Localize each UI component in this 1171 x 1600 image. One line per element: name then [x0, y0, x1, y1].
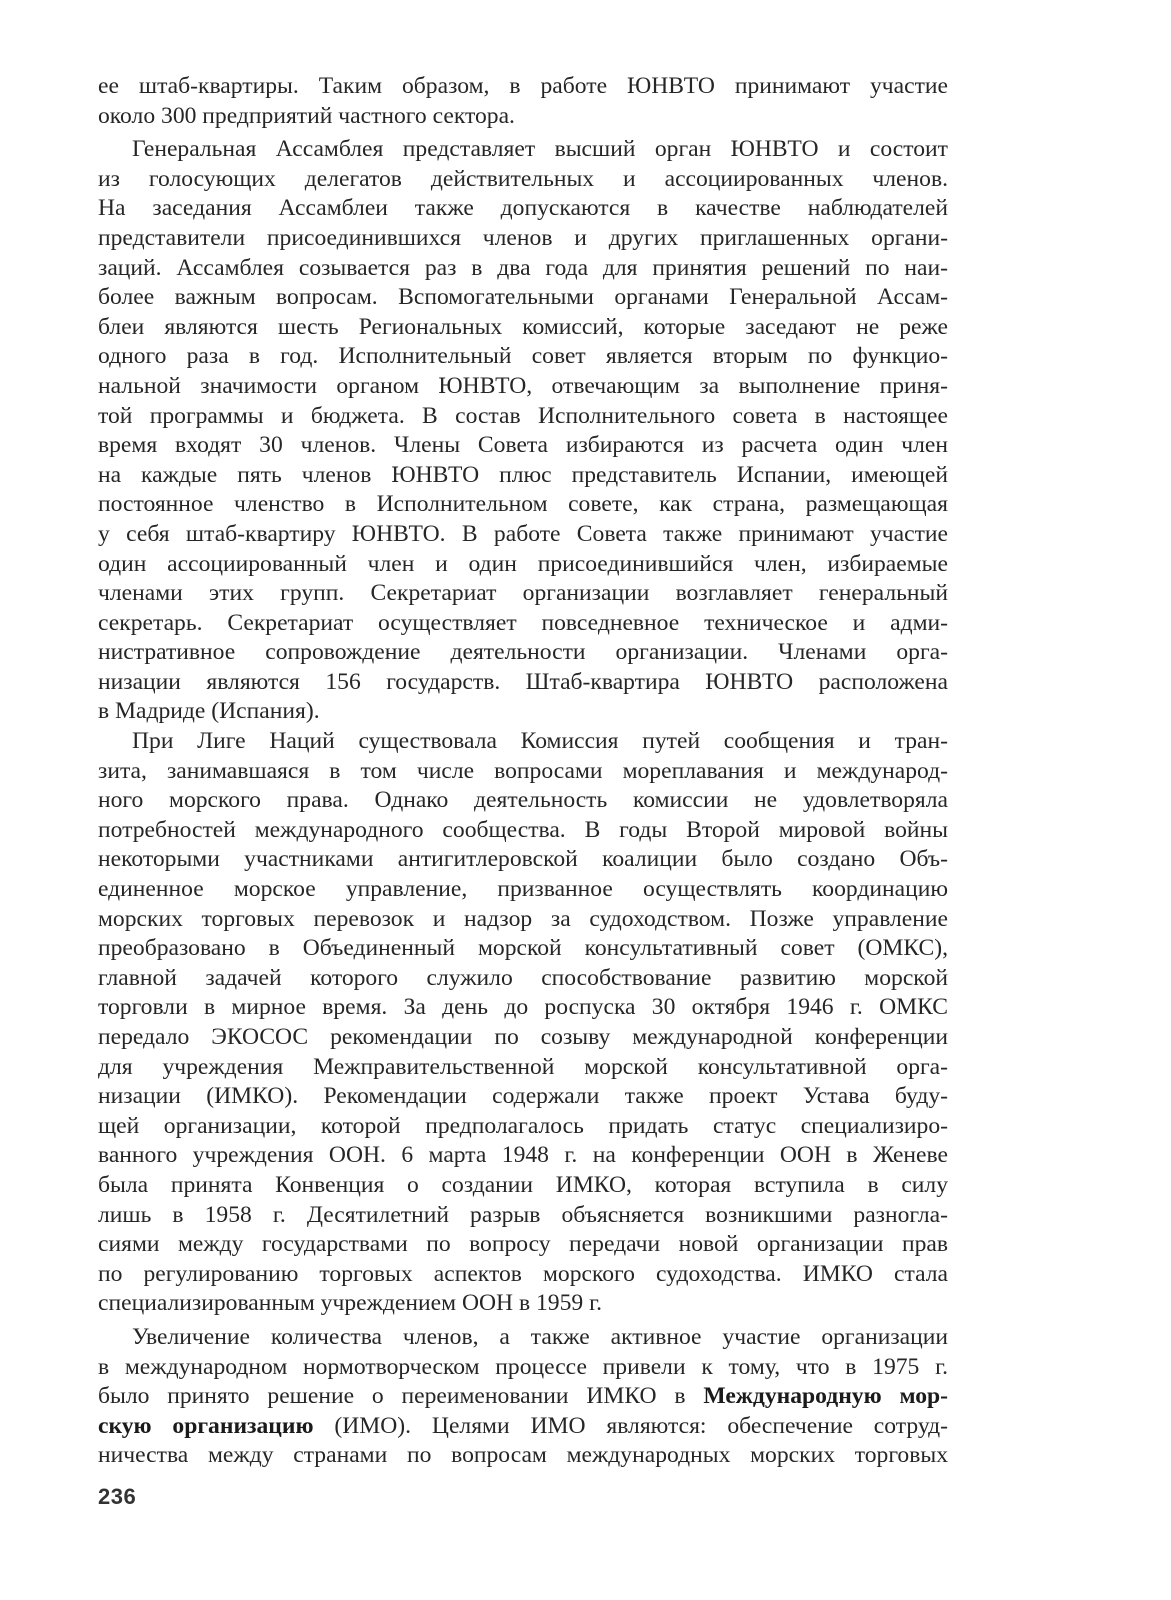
text-line: специализированным учреждением ООН в 1959 г. — [98, 1290, 602, 1317]
text-line: более важным вопросам. Вспомогательными органами Генеральной Ассам- — [98, 284, 948, 311]
paragraph-1 — [98, 72, 948, 131]
text-line: представители присоединившихся членов и других приглашенных органи- — [98, 224, 948, 251]
text-run: (ИМО). Целями ИМО являются: обеспечение сотруд- — [313, 1412, 948, 1439]
text-line: торговли в мирное время. За день до роспуска 30 октября 1946 г. ОМКС — [98, 994, 948, 1021]
text-line: блеи являются шесть Региональных комиссий, которые заседают не реже — [98, 313, 948, 340]
text-line: нальной значимости органом ЮНВТО, отвечающим за выполнение приня- — [98, 372, 948, 399]
text-line: около 300 предприятий частного сектора. — [98, 102, 515, 129]
text-line: у себя штаб-квартиру ЮНВТО. В работе Совета также принимают участие — [98, 520, 948, 547]
text-line: секретарь. Секретариат осуществляет повседневное техническое и адми- — [98, 609, 948, 636]
text-line: низации (ИМКО). Рекомендации содержали также проект Устава буду- — [98, 1083, 948, 1110]
text-line: ванного учреждения ООН. 6 марта 1948 г. на конференции ООН в Женеве — [98, 1142, 948, 1169]
text-line: время входят 30 членов. Члены Совета избираются из расчета один член — [98, 432, 948, 459]
text-line: передало ЭКОСОС рекомендации по созыву международной конференции — [98, 1024, 948, 1050]
text-line: лишь в 1958 г. Десятилетний разрыв объясняется возникшими разногла- — [98, 1201, 948, 1228]
text-line — [98, 1382, 948, 1412]
text-line: для учреждения Межправительственной морской консультативной орга- — [98, 1053, 948, 1080]
paragraph-2 — [98, 135, 948, 727]
text-line: из голосующих делегатов действительных и ассоциированных членов. — [98, 165, 948, 192]
text-line: ничества между странами по вопросам международных морских торговых — [98, 1442, 948, 1469]
text-line: той программы и бюджета. В состав Исполнительного совета в настоящее — [98, 402, 948, 429]
text-line: один ассоциированный член и один присоединившийся член, избираемые — [98, 550, 948, 577]
text-line: потребностей международного сообщества. В годы Второй мировой войны — [98, 816, 948, 843]
text-line: по регулированию торговых аспектов морского судоходства. ИМКО стала — [98, 1260, 948, 1287]
text-line: Увеличение количества членов, а также активное участие организации — [132, 1323, 948, 1350]
text-line: заций. Ассамблея созывается раз в два года для принятия решений по наи- — [98, 254, 948, 281]
text-line: морских торговых перевозок и надзор за судоходством. Позже управление — [98, 905, 948, 932]
text-line: ее штаб-квартиры. Таким образом, в работе ЮНВТО принимают участие — [98, 73, 948, 99]
text-line: одного раза в год. Исполнительный совет является вторым по функцио- — [98, 343, 948, 370]
text-run: было принято решение о переименовании ИМКО в — [98, 1383, 704, 1410]
text-line: на каждые пять членов ЮНВТО плюс представитель Испании, имеющей — [98, 461, 948, 488]
text-line: преобразовано в Объединенный морской консультативный совет (ОМКС), — [98, 935, 948, 962]
bold-term: скую организацию — [98, 1412, 314, 1439]
document-page — [98, 72, 948, 1471]
text-line: сиями между государствами по вопросу передачи новой организации прав — [98, 1231, 948, 1258]
text-line: главной задачей которого служило способствование развитию морской — [98, 964, 948, 991]
text-line: в международном нормотворческом процессе привели к тому, что в 1975 г. — [98, 1353, 948, 1380]
text-line: При Лиге Наций существовала Комиссия путей сообщения и тран- — [132, 728, 948, 755]
text-line: низации являются 156 государств. Штаб-квартира ЮНВТО расположена — [98, 668, 948, 695]
paragraph-3 — [98, 727, 948, 1319]
bold-term: Международную мор- — [703, 1383, 948, 1410]
text-line: членами этих групп. Секретариат организации возглавляет генеральный — [98, 580, 948, 607]
text-line: единенное морское управление, призванное осуществлять координацию — [98, 876, 948, 903]
page-number: 236 — [98, 1484, 137, 1509]
text-line: нистративное сопровождение деятельности организации. Членами орга- — [98, 639, 948, 666]
text-line: Генеральная Ассамблея представляет высший орган ЮНВТО и состоит — [132, 136, 948, 163]
text-line: На заседания Ассамблеи также допускаются в качестве наблюдателей — [98, 195, 948, 222]
text-line: зита, занимавшаяся в том числе вопросами мореплавания и международ- — [98, 757, 948, 784]
text-line: ного морского права. Однако деятельность комиссии не удовлетворяла — [98, 787, 948, 814]
text-line: была принята Конвенция о создании ИМКО, которая вступила в силу — [98, 1171, 948, 1198]
text-line: некоторыми участниками антигитлеровской коалиции было создано Объ- — [98, 846, 948, 873]
text-line — [98, 1412, 948, 1442]
text-line: постоянное членство в Исполнительном совете, как страна, размещающая — [98, 491, 948, 518]
paragraph-4 — [98, 1323, 948, 1471]
text-line: щей организации, которой предполагалось придать статус специализиро- — [98, 1112, 948, 1139]
text-line: в Мадриде (Испания). — [98, 698, 320, 725]
